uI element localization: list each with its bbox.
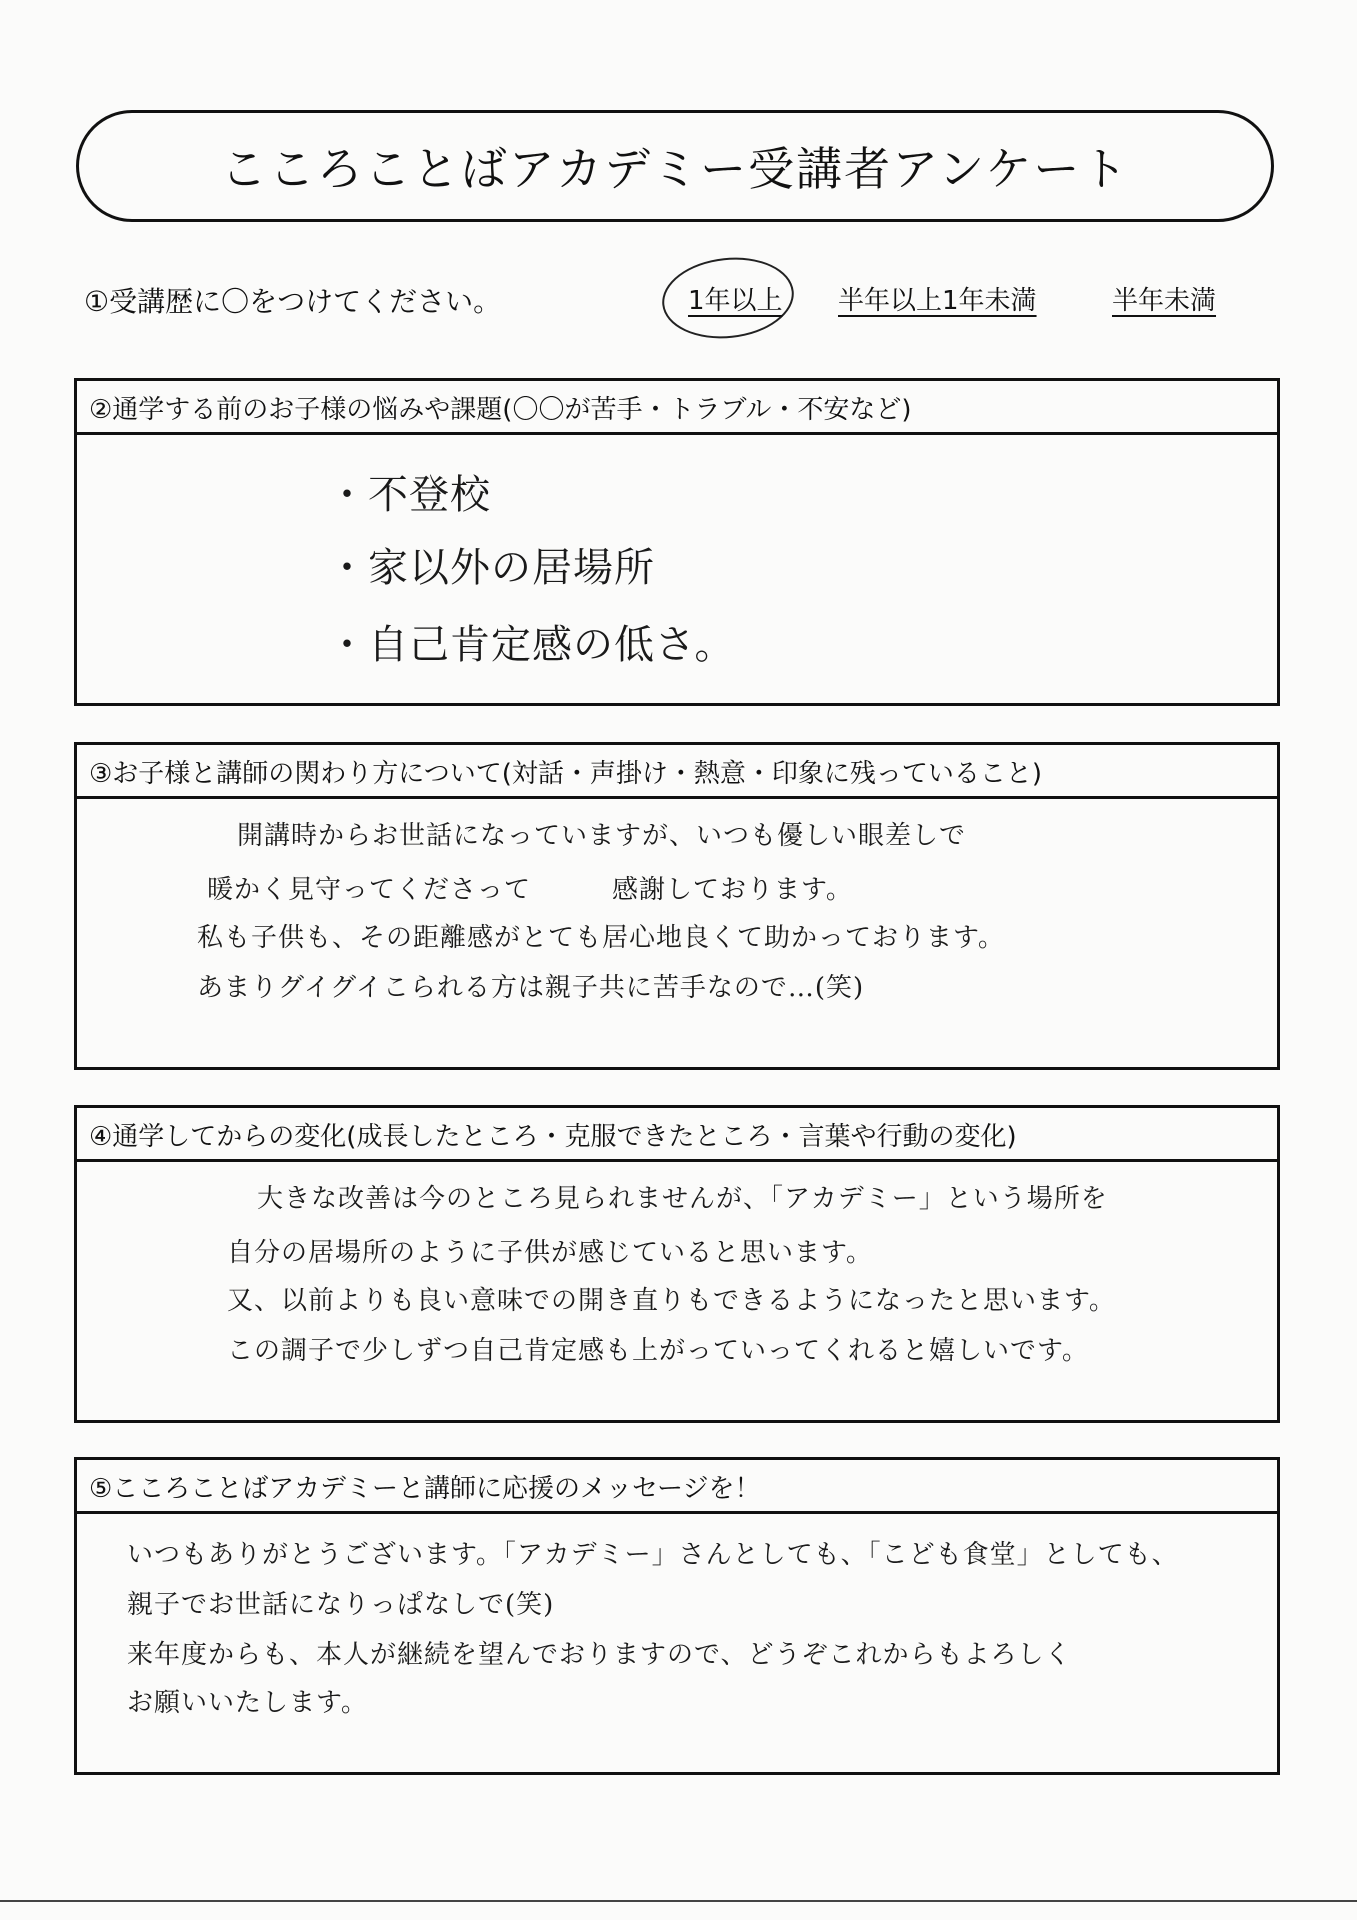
- answer-line: 自分の居場所のように子供が感じていると思います。: [227, 1238, 873, 1268]
- section-message: [74, 1457, 1280, 1775]
- answer-line: あまりグイグイこられる方は親子共に苦手なので…(笑): [197, 973, 865, 1003]
- section-changes: [74, 1105, 1280, 1423]
- answer-line: 来年度からも、本人が継続を望んでおりますので、どうぞこれからもよろしく: [127, 1640, 1072, 1670]
- answer-line: この調子で少しずつ自己肯定感も上がっていってくれると嬉しいです。: [227, 1336, 1089, 1366]
- answer-line: 開講時からお世話になっていますが、いつも優しい眼差しで: [237, 821, 967, 851]
- q1-option-half-to-1year: 半年以上1年未満: [838, 286, 1037, 316]
- answer-line: ・家以外の居場所: [327, 545, 655, 591]
- section-teacher-relationship: [74, 742, 1280, 1070]
- section-concerns: [74, 378, 1280, 706]
- section-header: ⑤こころことばアカデミーと講師に応援のメッセージを！: [77, 1460, 1277, 1514]
- q1-label: ①受講歴に〇をつけてください。: [84, 285, 502, 318]
- answer-line: 大きな改善は今のところ見られませんが、「アカデミー」という場所を: [257, 1184, 1108, 1214]
- answer-line: お願いいたします。: [127, 1688, 368, 1718]
- section-header: ③お子様と講師の関わり方について(対話・声掛け・熱意・印象に残っていること): [77, 745, 1277, 799]
- section-header: ④通学してからの変化(成長したところ・克服できたところ・言葉や行動の変化): [77, 1108, 1277, 1162]
- answer-line: 親子でお世話になりっぱなしで(笑): [127, 1590, 555, 1620]
- section-header: ②通学する前のお子様の悩みや課題(〇〇が苦手・トラブル・不安など): [77, 381, 1277, 435]
- answer-line: ・自己肯定感の低さ。: [327, 622, 736, 668]
- page-bottom-rule: [0, 1900, 1357, 1902]
- q1-option-under-half-year: 半年未満: [1112, 286, 1217, 316]
- answer-line: ・不登校: [327, 472, 491, 518]
- page-title: こころことばアカデミー受講者アンケート: [76, 110, 1274, 222]
- answer-line: いつもありがとうございます。「アカデミー」さんとしても、「こども食堂」としても、: [127, 1540, 1179, 1570]
- answer-line: 私も子供も、その距離感がとても居心地良くて助かっております。: [197, 923, 1005, 953]
- answer-line: 暖かく見守ってくださって 感謝しております。: [207, 875, 853, 905]
- q1-option-1year-plus: 1年以上: [688, 286, 783, 316]
- answer-line: 又、以前よりも良い意味での開き直りもできるようになったと思います。: [227, 1286, 1116, 1316]
